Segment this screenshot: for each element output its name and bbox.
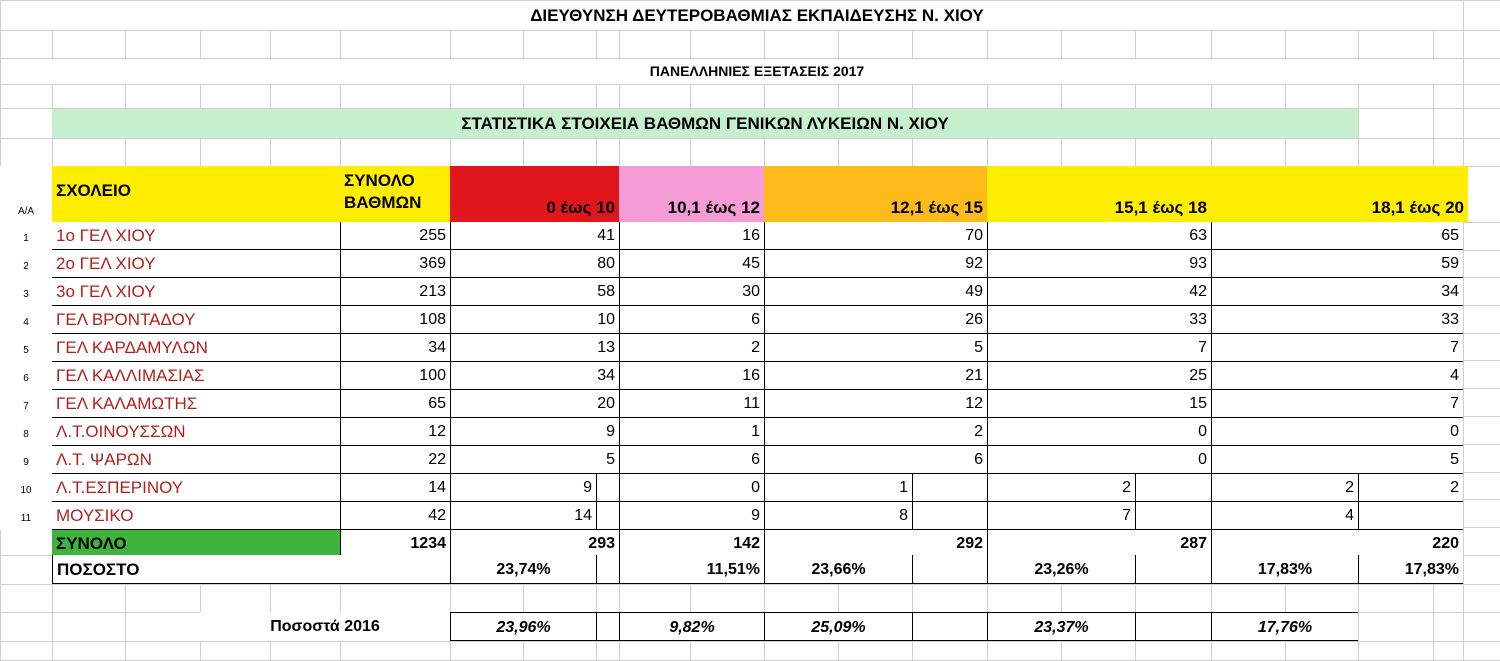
count-value: 7 bbox=[987, 334, 1211, 362]
total-value: 255 bbox=[340, 222, 450, 250]
percentage-label: ΠΟΣΟΣΤΟ bbox=[52, 555, 450, 584]
count-value: 0 bbox=[1211, 418, 1463, 446]
exams-title: ΠΑΝΕΛΛΗΝΙΕΣ ΕΞΕΤΑΣΕΙΣ 2017 bbox=[52, 59, 1462, 84]
row-number: 5 bbox=[0, 334, 52, 362]
count-value: 6 bbox=[619, 306, 764, 334]
row-number: 2 bbox=[0, 250, 52, 278]
row-number: 4 bbox=[0, 306, 52, 334]
count-value: 5 bbox=[1211, 446, 1463, 474]
grid-line-horizontal bbox=[0, 84, 1500, 85]
school-name: 3ο ΓΕΛ ΧΙΟΥ bbox=[52, 278, 340, 306]
count-value: 20 bbox=[450, 390, 619, 418]
count-value: 26 bbox=[764, 306, 987, 334]
sum-value: 293 bbox=[450, 530, 619, 558]
count-value: 11 bbox=[619, 390, 764, 418]
empty-cell bbox=[596, 612, 619, 641]
count-value: 1 bbox=[619, 418, 764, 446]
count-value: 30 bbox=[619, 278, 764, 306]
sum-value: 220 bbox=[1211, 530, 1463, 558]
count-value: 80 bbox=[450, 250, 619, 278]
count-value: 0 bbox=[987, 418, 1211, 446]
row-number: 3 bbox=[0, 278, 52, 306]
range-header-2: 10,1 έως 12 bbox=[619, 166, 764, 222]
percentage-value: 17,83% bbox=[1358, 555, 1463, 584]
count-value: 4 bbox=[1211, 502, 1358, 530]
pct2016-label: Ποσοστά 2016 bbox=[200, 612, 450, 641]
total-value: 100 bbox=[340, 362, 450, 390]
count-value: 9 bbox=[619, 502, 764, 530]
percentage-value: 23,74% bbox=[450, 555, 596, 584]
total-value: 12 bbox=[340, 418, 450, 446]
count-value: 2 bbox=[1358, 474, 1463, 502]
empty-cell bbox=[912, 474, 987, 502]
percentage-value: 23,66% bbox=[764, 555, 912, 584]
pct2016-value: 23,37% bbox=[987, 612, 1135, 641]
school-name: Λ.Τ.ΕΣΠΕΡΙΝΟΥ bbox=[52, 474, 340, 502]
school-header: ΣΧΟΛΕΙΟ bbox=[52, 166, 340, 222]
count-value: 0 bbox=[619, 474, 764, 502]
school-name: Λ.Τ.ΟΙΝΟΥΣΣΩΝ bbox=[52, 418, 340, 446]
pct2016-value: 9,82% bbox=[619, 612, 764, 641]
count-value: 14 bbox=[340, 474, 450, 502]
count-value: 5 bbox=[450, 446, 619, 474]
count-value: 58 bbox=[450, 278, 619, 306]
empty-cell bbox=[596, 474, 619, 502]
range-header-5: 18,1 έως 20 bbox=[1211, 166, 1468, 222]
count-value: 5 bbox=[764, 334, 987, 362]
count-value: 34 bbox=[450, 362, 619, 390]
empty-cell bbox=[1135, 474, 1211, 502]
percentage-value: 11,51% bbox=[619, 555, 764, 584]
total-header bbox=[340, 166, 450, 222]
count-value: 6 bbox=[619, 446, 764, 474]
count-value: 9 bbox=[450, 418, 619, 446]
empty-cell bbox=[1135, 502, 1211, 530]
count-value: 2 bbox=[619, 334, 764, 362]
range-header-1: 0 έως 10 bbox=[450, 166, 619, 222]
school-name: ΓΕΛ ΒΡΟΝΤΑΔΟΥ bbox=[52, 306, 340, 334]
pct2016-value: 17,76% bbox=[1211, 612, 1358, 641]
count-value: 0 bbox=[987, 446, 1211, 474]
total-header-line1: ΣΥΝΟΛΟ bbox=[344, 171, 415, 190]
empty-cell bbox=[596, 502, 619, 530]
count-value: 59 bbox=[1211, 250, 1463, 278]
empty-cell bbox=[912, 555, 987, 584]
empty-cell bbox=[912, 612, 987, 641]
school-name: ΓΕΛ ΚΑΛΑΜΩΤΗΣ bbox=[52, 390, 340, 418]
percentage-value: 17,83% bbox=[1211, 555, 1358, 584]
count-value: 65 bbox=[1211, 222, 1463, 250]
empty-cell bbox=[596, 555, 619, 584]
count-value: 45 bbox=[619, 250, 764, 278]
count-value: 70 bbox=[764, 222, 987, 250]
sum-label: ΣΥΝΟΛΟ bbox=[52, 530, 340, 558]
count-value: 2 bbox=[1211, 474, 1358, 502]
count-value: 2 bbox=[764, 418, 987, 446]
total-value: 22 bbox=[340, 446, 450, 474]
school-name: ΓΕΛ ΚΑΡΔΑΜΥΛΩΝ bbox=[52, 334, 340, 362]
count-value: 41 bbox=[450, 222, 619, 250]
total-header-line2: ΒΑΘΜΩΝ bbox=[344, 193, 422, 212]
empty-cell bbox=[1135, 555, 1211, 584]
row-number: 6 bbox=[0, 362, 52, 390]
count-value: 33 bbox=[987, 306, 1211, 334]
count-value: 9 bbox=[450, 474, 596, 502]
count-value: 92 bbox=[764, 250, 987, 278]
school-name: ΓΕΛ ΚΑΛΛΙΜΑΣΙΑΣ bbox=[52, 362, 340, 390]
count-value: 10 bbox=[450, 306, 619, 334]
count-value: 7 bbox=[987, 502, 1135, 530]
pct2016-value: 23,96% bbox=[450, 612, 596, 641]
empty-cell bbox=[1358, 502, 1463, 530]
school-name: 1ο ΓΕΛ ΧΙΟΥ bbox=[52, 222, 340, 250]
aa-header: Α/Α bbox=[0, 166, 52, 222]
empty-cell bbox=[1135, 612, 1211, 641]
grid-line-horizontal bbox=[0, 30, 1500, 31]
count-value: 49 bbox=[764, 278, 987, 306]
count-value: 42 bbox=[987, 278, 1211, 306]
school-name: ΜΟΥΣΙΚΟ bbox=[52, 502, 340, 530]
school-name: 2ο ΓΕΛ ΧΙΟΥ bbox=[52, 250, 340, 278]
percentage-value: 23,26% bbox=[987, 555, 1135, 584]
sum-value: 142 bbox=[619, 530, 764, 558]
count-value: 1 bbox=[764, 474, 912, 502]
count-value: 16 bbox=[619, 222, 764, 250]
total-value: 213 bbox=[340, 278, 450, 306]
sum-value: 287 bbox=[987, 530, 1211, 558]
sum-value: 1234 bbox=[340, 530, 450, 558]
school-name: Λ.Τ. ΨΑΡΩΝ bbox=[52, 446, 340, 474]
count-value: 42 bbox=[340, 502, 450, 530]
row-number: 7 bbox=[0, 390, 52, 418]
pct2016-value: 25,09% bbox=[764, 612, 912, 641]
count-value: 34 bbox=[1211, 278, 1463, 306]
count-value: 15 bbox=[987, 390, 1211, 418]
count-value: 7 bbox=[1211, 334, 1463, 362]
range-header-4: 15,1 έως 18 bbox=[987, 166, 1211, 222]
sum-value: 292 bbox=[764, 530, 987, 558]
empty-cell bbox=[912, 502, 987, 530]
count-value: 21 bbox=[764, 362, 987, 390]
count-value: 16 bbox=[619, 362, 764, 390]
total-value: 108 bbox=[340, 306, 450, 334]
stats-banner: ΣΤΑΤΙΣΤΙΚΑ ΣΤΟΙΧΕΙΑ ΒΑΘΜΩΝ ΓΕΝΙΚΩΝ ΛΥΚΕΙΩΝ Ν. ΧΙΟΥ bbox=[52, 109, 1358, 138]
total-value: 65 bbox=[340, 390, 450, 418]
count-value: 25 bbox=[987, 362, 1211, 390]
grid-line-horizontal bbox=[0, 584, 1500, 585]
row-number: 8 bbox=[0, 418, 52, 446]
range-header-3: 12,1 έως 15 bbox=[764, 166, 987, 222]
count-value: 6 bbox=[764, 446, 987, 474]
total-value: 34 bbox=[340, 334, 450, 362]
row-number: 11 bbox=[0, 502, 52, 530]
count-value: 4 bbox=[1211, 362, 1463, 390]
grid-line-horizontal bbox=[0, 138, 1500, 139]
count-value: 8 bbox=[764, 502, 912, 530]
row-number: 10 bbox=[0, 474, 52, 502]
row-number: 1 bbox=[0, 222, 52, 250]
count-value: 2 bbox=[987, 474, 1135, 502]
count-value: 12 bbox=[764, 390, 987, 418]
row-number: 9 bbox=[0, 446, 52, 474]
total-value: 369 bbox=[340, 250, 450, 278]
directorate-title: ΔΙΕΥΘΥΝΣΗ ΔΕΥΤΕΡΟΒΑΘΜΙΑΣ ΕΚΠΑΙΔΕΥΣΗΣ Ν. ΧΙΟΥ bbox=[52, 1, 1462, 30]
count-value: 93 bbox=[987, 250, 1211, 278]
grid-line-vertical bbox=[1463, 0, 1464, 660]
count-value: 14 bbox=[450, 502, 596, 530]
count-value: 7 bbox=[1211, 390, 1463, 418]
count-value: 13 bbox=[450, 334, 619, 362]
count-value: 63 bbox=[987, 222, 1211, 250]
count-value: 33 bbox=[1211, 306, 1463, 334]
